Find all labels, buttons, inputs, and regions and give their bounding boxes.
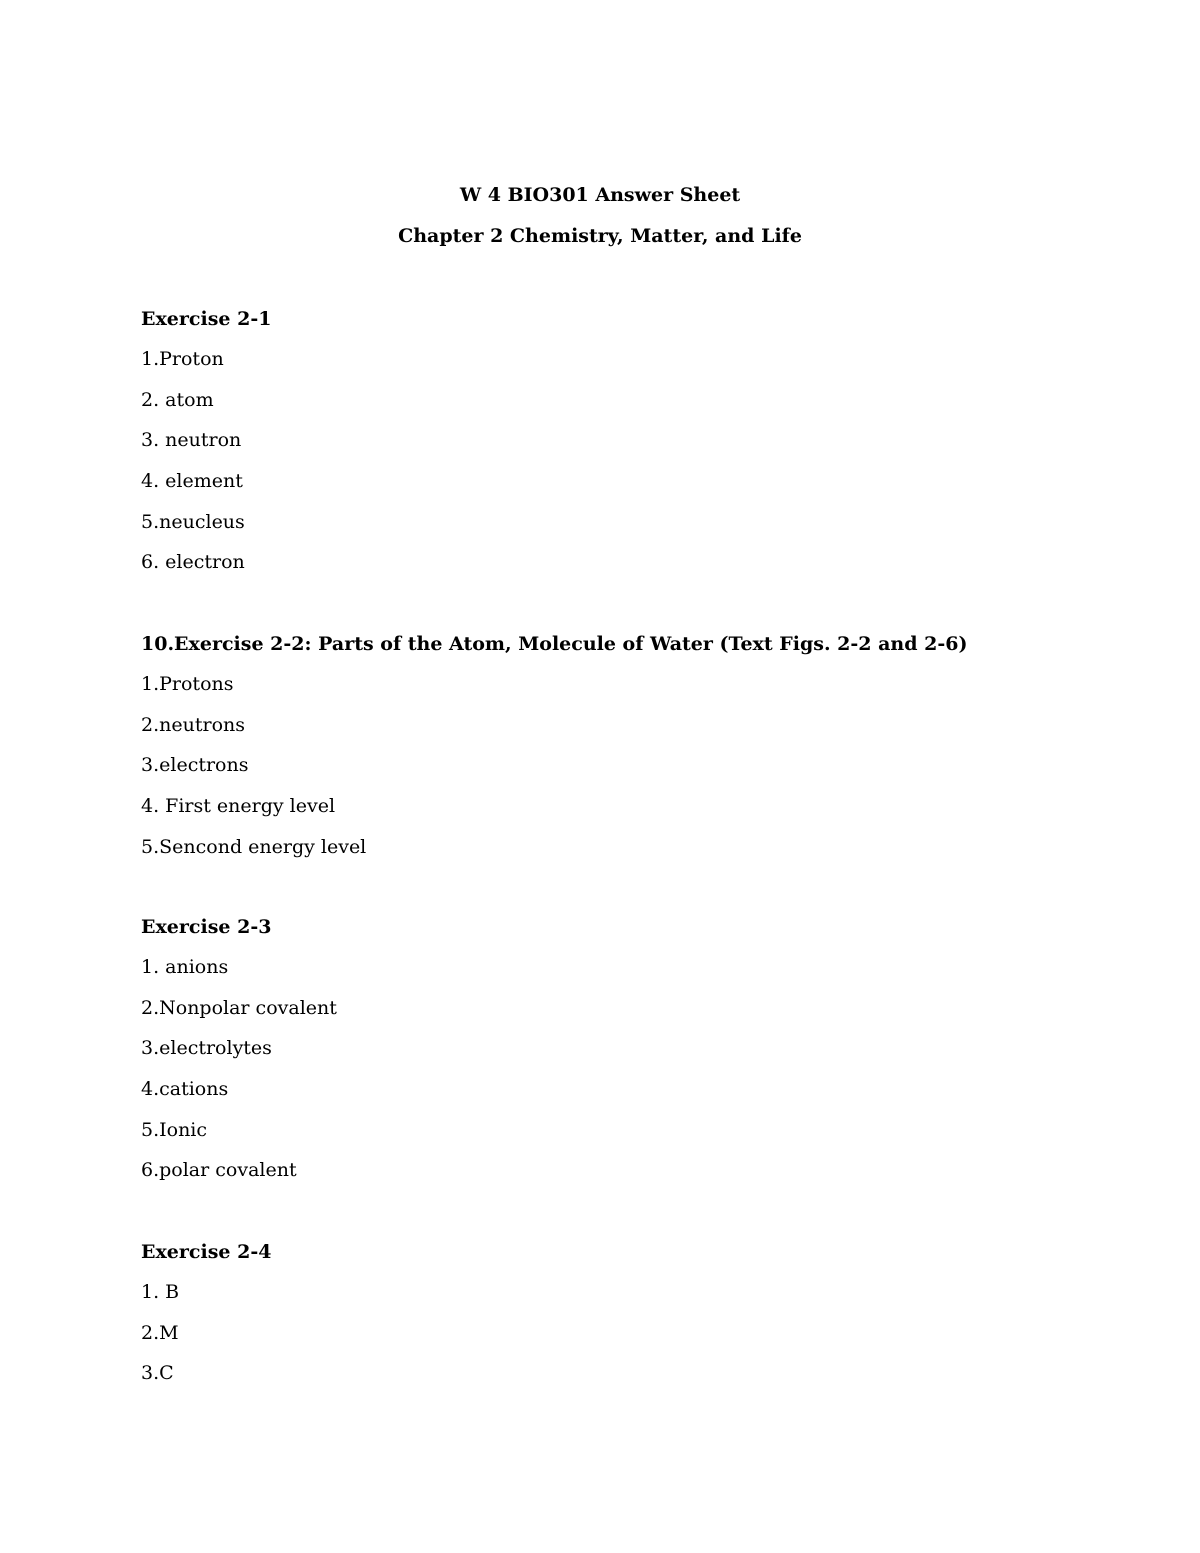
answer-item: 4.cations <box>141 1078 229 1101</box>
answer-list <box>141 955 1141 1199</box>
exercise-2-4-section <box>141 1240 1141 1402</box>
answer-item: 2. atom <box>141 388 214 411</box>
answer-item: 2.Nonpolar covalent <box>141 996 337 1019</box>
answer-item: 5.Sencond energy level <box>141 835 367 858</box>
answer-item: 1.Protons <box>141 673 234 695</box>
answer-item: 3.electrolytes <box>141 1037 272 1060</box>
answer-item: 4. First energy level <box>141 795 336 818</box>
answer-item: 1. anions <box>141 956 229 978</box>
answer-item: 1. B <box>141 1281 180 1303</box>
section-heading: Exercise 2-4 <box>141 1241 272 1263</box>
answer-item: 5.neucleus <box>141 510 245 533</box>
document-subtitle: Chapter 2 Chemistry, Matter, and Life <box>398 225 802 247</box>
answer-item: 5.Ionic <box>141 1118 208 1141</box>
exercise-2-3-section <box>141 915 1141 1199</box>
section-heading: Exercise 2-1 <box>141 308 272 330</box>
section-heading: Exercise 2-3 <box>141 916 272 938</box>
document-title: W 4 BIO301 Answer Sheet <box>459 184 741 206</box>
answer-item: 2.neutrons <box>141 713 245 736</box>
answer-item: 6. electron <box>141 551 245 574</box>
answer-item: 3.electrons <box>141 754 249 777</box>
answer-item: 4. element <box>141 470 243 493</box>
exercise-2-1-section <box>141 307 1141 591</box>
answer-item: 1.Proton <box>141 348 224 370</box>
answer-item: 3. neutron <box>141 429 242 452</box>
answer-item: 3.C <box>141 1362 174 1385</box>
section-heading: 10.Exercise 2-2: Parts of the Atom, Molecule of Water (Text Figs. 2-2 and 2-6) <box>141 633 968 655</box>
answer-list <box>141 347 1141 591</box>
answer-list <box>141 672 1141 875</box>
exercise-2-2-section <box>141 632 1141 875</box>
answer-list <box>141 1280 1141 1402</box>
answer-item: 6.polar covalent <box>141 1159 297 1182</box>
answer-item: 2.M <box>141 1321 179 1344</box>
